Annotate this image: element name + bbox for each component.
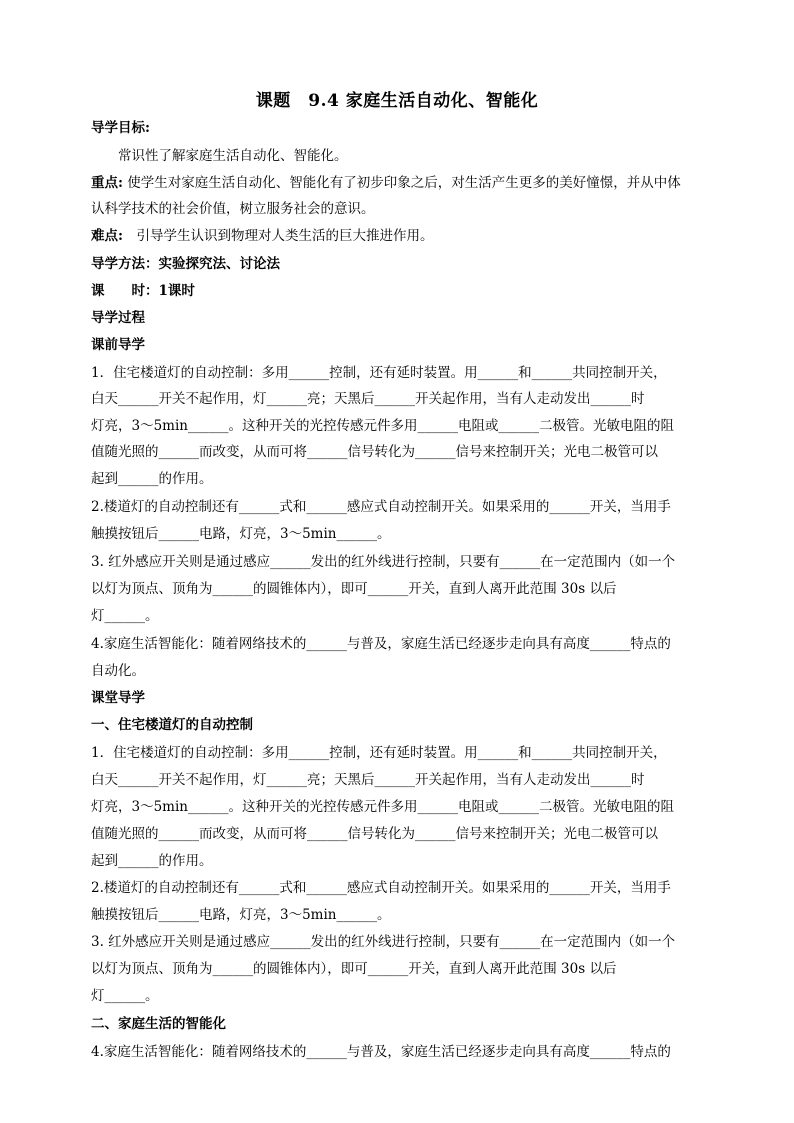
key-text-cont: 认科学技术的社会价值，树立服务社会的意识。 [91,201,375,217]
key-label: 重点: [91,175,123,191]
key-text: 使学生对家庭生活自动化、智能化有了初步印象之后，对生活产生更多的美好憧憬，并从中体 [122,175,681,191]
process-heading: 导学过程 [91,310,145,326]
question-line: 以灯为顶点、顶角为______的圆锥体内），即可______开关，直到人离开此范围 30s 以后 [91,581,617,597]
pre-class-heading: 课前导学 [91,337,145,353]
question-line: 4.家庭生活智能化：随着网络技术的______与普及，家庭生活已经逐步走向具有高度______特点的 [91,1044,671,1060]
question-line: 3. 红外感应开关则是通过感应______发出的红外线进行控制，只要有______在一定范围内（如一个 [91,554,676,570]
question-line: 灯亮，3～5min______。这种开关的光控传感元件多用______电阻或______二极管。光敏电阻的阻 [91,799,674,815]
question-line: 白天______开关不起作用，灯______亮；天黑后______开关起作用，当有人走动发出______时 [91,772,645,788]
page-title: 课题 9.4 家庭生活自动化、智能化 [255,91,539,111]
section-heading: 一、住宅楼道灯的自动控制 [91,717,253,733]
difficulty [91,224,713,248]
goals-label: 导学目标: [91,120,150,136]
section-heading: 二、家庭生活的智能化 [91,1016,226,1032]
question-line: 4.家庭生活智能化：随着网络技术的______与普及，家庭生活已经逐步走向具有高度______特点的 [91,636,671,652]
question-line: 起到______的作用。 [91,853,213,869]
question-line: 以灯为顶点、顶角为______的圆锥体内），即可______开关，直到人离开此范围 30s 以后 [91,961,617,977]
question-line: 2.楼道灯的自动控制还有______式和______感应式自动控制开关。如果采用的______开关，当用手 [91,880,671,896]
method: 导学方法：实验探究法、讨论法 [91,256,280,272]
question-line: 触摸按钮后______电路，灯亮，3～5min______。 [91,526,391,542]
question-line: 灯亮，3～5min______。这种开关的光控传感元件多用______电阻或______二极管。光敏电阻的阻 [91,418,674,434]
question-line: 起到______的作用。 [91,471,213,487]
question-line: 1．住宅楼道灯的自动控制：多用______控制，还有延时装置。用______和______共同控制开关， [91,365,667,381]
question-line: 值随光照的______而改变，从而可将______信号转化为______信号来控制开关；光电二极管可以 [91,444,658,460]
difficulty-label: 难点: [91,228,123,244]
question-line: 白天______开关不起作用，灯______亮；天黑后______开关起作用，当有人走动发出______时 [91,391,645,407]
period: 课 时：1课时 [91,283,195,299]
question-line: 灯______。 [91,608,159,624]
in-class-heading: 课堂导学 [91,690,145,706]
key-points [91,171,713,195]
question-line: 值随光照的______而改变，从而可将______信号转化为______信号来控制开关；光电二极管可以 [91,826,658,842]
question-line: 3. 红外感应开关则是通过感应______发出的红外线进行控制，只要有______在一定范围内（如一个 [91,934,676,950]
question-line: 1．住宅楼道灯的自动控制：多用______控制，还有延时装置。用______和______共同控制开关， [91,745,667,761]
question-line: 自动化。 [91,663,145,679]
difficulty-text: 引导学生认识到物理对人类生活的巨大推进作用。 [122,228,434,244]
question-line: 2.楼道灯的自动控制还有______式和______感应式自动控制开关。如果采用的______开关，当用手 [91,499,671,515]
question-line: 灯______。 [91,988,159,1004]
question-line: 触摸按钮后______电路，灯亮，3～5min______。 [91,907,391,923]
goals-text: 常识性了解家庭生活自动化、智能化。 [118,148,348,164]
